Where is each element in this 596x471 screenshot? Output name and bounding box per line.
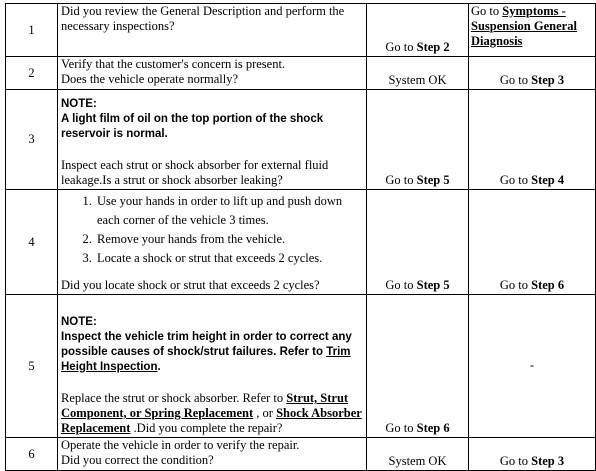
step-ref[interactable]: Step 6 bbox=[531, 278, 565, 292]
table-row bbox=[6, 190, 596, 295]
step-number: 2 bbox=[6, 57, 58, 90]
list-item: 1. Use your hands in order to lift up and push down each corner of the vehicle 3 times. bbox=[95, 192, 366, 230]
instruction-list bbox=[61, 192, 366, 268]
table-row bbox=[6, 295, 596, 438]
table-row bbox=[6, 57, 596, 90]
question-text: Replace the strut or shock absorber. Refer to Strut, Strut Component, or Spring Replacement , or Shock Absorber Replacement .Did you complete the repair? bbox=[61, 391, 362, 435]
trim-height-link[interactable]: Trim Height Inspection bbox=[61, 346, 351, 373]
diagnostic-table bbox=[5, 3, 596, 471]
step-ref[interactable]: Step 5 bbox=[416, 173, 450, 187]
step-number: 4 bbox=[6, 190, 58, 295]
yes-action: System OK bbox=[367, 438, 469, 471]
step-number: 3 bbox=[6, 90, 58, 190]
list-item: 2. Remove your hands from the vehicle. bbox=[95, 230, 366, 249]
no-action: Go to Step 6 bbox=[469, 190, 596, 295]
note-label: NOTE: bbox=[61, 316, 97, 328]
step-number: 5 bbox=[6, 295, 58, 438]
yes-action: Go to Step 5 bbox=[367, 190, 469, 295]
question-text: Inspect each strut or shock absorber for external fluid leakage.Is a strut or shock absorber leaking? bbox=[61, 158, 329, 187]
yes-action: System OK bbox=[367, 57, 469, 90]
note-text: A light film of oil on the top portion of the shock reservoir is normal. bbox=[61, 113, 324, 140]
no-action: Go to Symptoms - Suspension General Diagnosis bbox=[469, 4, 596, 57]
step-ref[interactable]: Step 2 bbox=[416, 40, 450, 54]
step-number: 1 bbox=[6, 4, 58, 57]
step-ref[interactable]: Step 3 bbox=[531, 73, 565, 87]
list-item: 3. Locate a shock or strut that exceeds 2 cycles. bbox=[95, 249, 366, 268]
yes-action: Go to Step 2 bbox=[367, 4, 469, 57]
symptoms-link[interactable]: Symptoms - Suspension General Diagnosis bbox=[471, 4, 577, 48]
table-row bbox=[6, 90, 596, 190]
no-action: Go to Step 3 bbox=[469, 57, 596, 90]
step-ref[interactable]: Step 4 bbox=[531, 173, 565, 187]
note-text: Inspect the vehicle trim height in order to correct any possible causes of shock/strut failures. Refer to Trim Height Inspection. bbox=[61, 331, 352, 373]
no-action: - bbox=[469, 295, 596, 438]
question-text: Did you review the General Description and perform the necessary inspections? bbox=[58, 4, 367, 57]
yes-action: Go to Step 5 bbox=[367, 90, 469, 190]
step-ref[interactable]: Step 5 bbox=[416, 278, 450, 292]
yes-action: Go to Step 6 bbox=[367, 295, 469, 438]
no-action: Go to Step 4 bbox=[469, 90, 596, 190]
question-cell bbox=[58, 190, 367, 295]
table-row bbox=[6, 438, 596, 471]
question-text: Did you locate shock or strut that exceeds 2 cycles? bbox=[61, 278, 320, 292]
no-action: Go to Step 3 bbox=[469, 438, 596, 471]
question-text: Operate the vehicle in order to verify the repair. Did you correct the condition? bbox=[58, 438, 367, 471]
note-label: NOTE: bbox=[61, 98, 97, 110]
shock-replacement-link[interactable]: Shock Absorber Replacement bbox=[61, 406, 362, 435]
question-cell bbox=[58, 90, 367, 190]
table-row bbox=[6, 4, 596, 57]
step-number: 6 bbox=[6, 438, 58, 471]
question-cell bbox=[58, 295, 367, 438]
strut-replacement-link[interactable]: Strut, Strut Component, or Spring Replacement bbox=[61, 391, 349, 420]
step-ref[interactable]: Step 3 bbox=[531, 454, 565, 468]
step-ref[interactable]: Step 6 bbox=[416, 421, 450, 435]
question-text: Verify that the customer's concern is present. Does the vehicle operate normally? bbox=[58, 57, 367, 90]
